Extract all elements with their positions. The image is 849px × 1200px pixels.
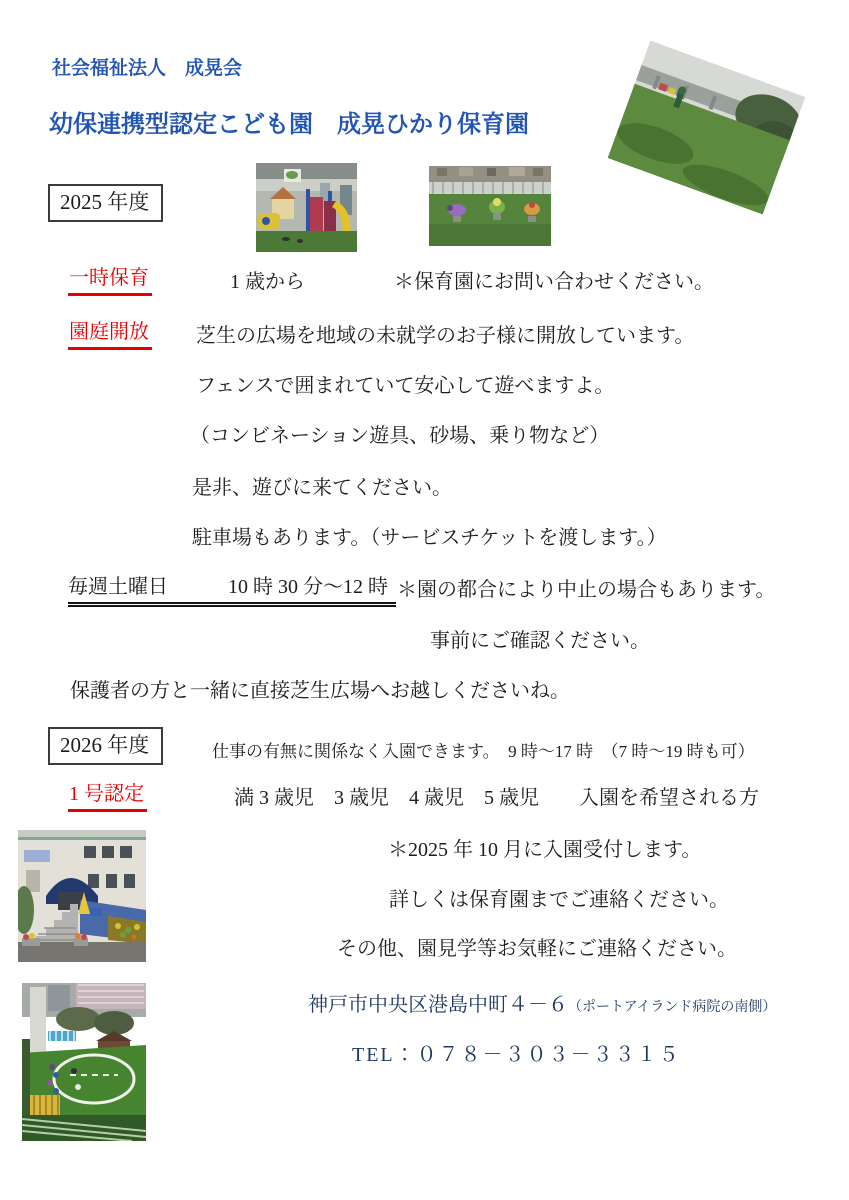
tel-line: TEL：０７８－３０３－３３１５ <box>352 1044 681 1066</box>
schedule-note1: ＊園の都合により中止の場合もあります。 <box>397 579 776 601</box>
reception-note: ＊2025 年 10 月に入園受付します。 <box>388 839 702 861</box>
entei-line5: 駐車場もあります。（サービスチケットを渡します。） <box>192 527 667 549</box>
address-text: 神戸市中央区港島中町４－６ <box>308 994 568 1016</box>
address-line <box>308 993 776 1018</box>
ichiji-note: ＊保育園にお問い合わせください。 <box>394 271 714 293</box>
ichiji-hoiku-heading: 一時保育 <box>68 266 152 296</box>
grass-field-photo <box>608 40 806 216</box>
spring-toys-photo-art <box>429 166 551 246</box>
spring-toys-photo <box>429 166 551 246</box>
entei-kaiho-heading: 園庭開放 <box>68 320 152 350</box>
grass-field-photo-art <box>608 41 806 215</box>
contact-line1: 詳しくは保育園までご連絡ください。 <box>389 889 729 911</box>
saturday-schedule-row <box>68 575 396 607</box>
saturday-schedule-label: 毎週土曜日 10 時 30 分～12 時 <box>68 575 396 607</box>
playground-photo <box>256 163 357 252</box>
invite-line: 保護者の方と一緒に直接芝生広場へお越しくださいね。 <box>70 680 570 702</box>
year-2025-box: 2025 年度 <box>48 184 163 222</box>
contact-line2: その他、園見学等お気軽にご連絡ください。 <box>337 938 737 960</box>
ichiji-age: 1 歳から <box>230 271 305 293</box>
playground-photo-art <box>256 163 357 252</box>
schedule-note2: 事前にご確認ください。 <box>430 630 650 652</box>
turf-playground-photo <box>22 983 146 1141</box>
nintei-heading: 1 号認定 <box>68 782 147 812</box>
address-note: （ポートアイランド病院の南側） <box>568 1000 777 1015</box>
org-name: 社会福祉法人 成晃会 <box>52 58 243 79</box>
nintei-text: 満 3 歳児 3 歳児 4 歳児 5 歳児 入園を希望される方 <box>234 787 759 809</box>
nursery-building-photo-art <box>18 830 146 962</box>
entei-kaiho-row <box>68 320 152 350</box>
nintei-row <box>68 782 147 812</box>
year-2026-info: 仕事の有無に関係なく入園できます。 9 時～17 時 （7 時～19 時も可） <box>212 742 755 761</box>
entei-line1: 芝生の広場を地域の未就学のお子様に開放しています。 <box>196 325 695 347</box>
nursery-building-photo <box>18 830 146 962</box>
page-title: 幼保連携型認定こども園 成晃ひかり保育園 <box>49 112 529 138</box>
ichiji-hoiku-row <box>68 266 152 296</box>
year-2026-box: 2026 年度 <box>48 727 163 765</box>
entei-line3: （コンビネーション遊具、砂場、乗り物など） <box>190 425 610 447</box>
entei-line4: 是非、遊びに来てください。 <box>192 477 452 499</box>
entei-line2: フェンスで囲まれていて安心して遊べますよ。 <box>196 375 615 397</box>
turf-playground-photo-art <box>22 983 146 1141</box>
